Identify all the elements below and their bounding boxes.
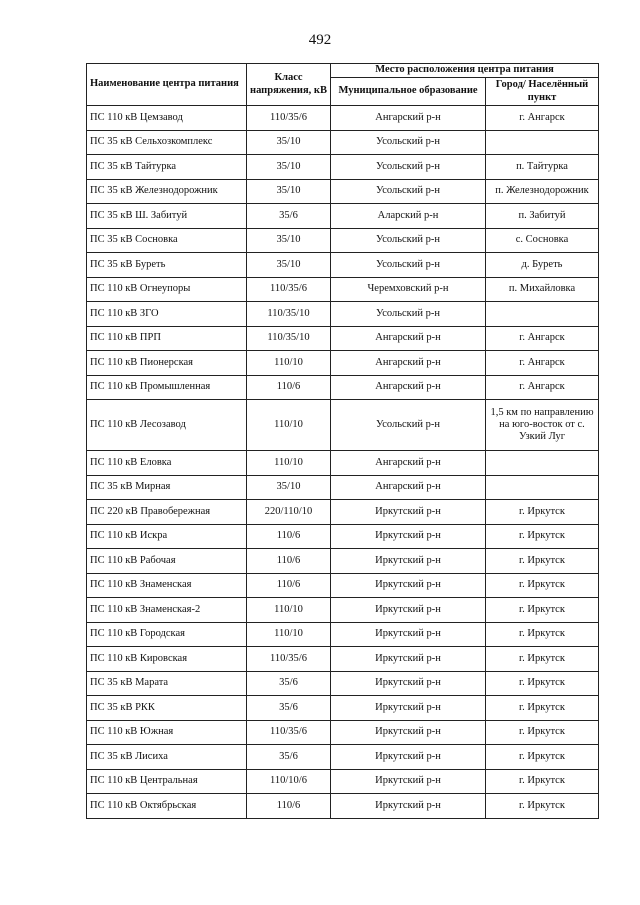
cell-city: г. Ангарск <box>486 351 599 376</box>
cell-name: ПС 110 кВ Промышленная <box>87 375 247 400</box>
cell-name: ПС 35 кВ Лисиха <box>87 745 247 770</box>
table-row <box>87 451 599 476</box>
cell-city: г. Иркутск <box>486 524 599 549</box>
cell-name: ПС 110 кВ Октябрьская <box>87 794 247 819</box>
table-row <box>87 622 599 647</box>
table-row <box>87 647 599 672</box>
cell-municipality: Иркутский р-н <box>331 720 486 745</box>
cell-name: ПС 35 кВ Марата <box>87 671 247 696</box>
cell-municipality: Черемховский р-н <box>331 277 486 302</box>
cell-municipality: Усольский р-н <box>331 179 486 204</box>
cell-voltage: 110/35/6 <box>247 720 331 745</box>
table-row <box>87 475 599 500</box>
table-row <box>87 400 599 451</box>
cell-city: г. Ангарск <box>486 106 599 131</box>
table-row <box>87 745 599 770</box>
cell-name: ПС 35 кВ Мирная <box>87 475 247 500</box>
cell-city: с. Сосновка <box>486 228 599 253</box>
cell-municipality: Иркутский р-н <box>331 794 486 819</box>
cell-voltage: 110/35/6 <box>247 106 331 131</box>
table-row <box>87 696 599 721</box>
cell-city: г. Иркутск <box>486 720 599 745</box>
table-body <box>87 106 599 819</box>
table-row <box>87 549 599 574</box>
cell-voltage: 110/10 <box>247 351 331 376</box>
table-row <box>87 500 599 525</box>
cell-city: п. Тайтурка <box>486 155 599 180</box>
cell-city <box>486 302 599 327</box>
page-number: 492 <box>308 32 332 48</box>
cell-voltage: 110/10 <box>247 598 331 623</box>
cell-name: ПС 35 кВ Ш. Забитуй <box>87 204 247 229</box>
cell-name: ПС 110 кВ Пионерская <box>87 351 247 376</box>
cell-city: г. Иркутск <box>486 500 599 525</box>
cell-voltage: 35/6 <box>247 204 331 229</box>
table-row <box>87 302 599 327</box>
cell-municipality: Иркутский р-н <box>331 745 486 770</box>
header-name: Наименование центра питания <box>87 64 247 106</box>
table-row <box>87 375 599 400</box>
cell-municipality: Иркутский р-н <box>331 598 486 623</box>
cell-municipality: Усольский р-н <box>331 253 486 278</box>
cell-city: г. Иркутск <box>486 745 599 770</box>
table-row <box>87 524 599 549</box>
cell-voltage: 110/10 <box>247 400 331 451</box>
header-municipality: Муниципальное образование <box>331 78 486 106</box>
cell-name: ПС 110 кВ Кировская <box>87 647 247 672</box>
table-row <box>87 671 599 696</box>
cell-voltage: 35/6 <box>247 671 331 696</box>
cell-city <box>486 475 599 500</box>
cell-municipality: Аларский р-н <box>331 204 486 229</box>
cell-name: ПС 35 кВ РКК <box>87 696 247 721</box>
cell-city: п. Михайловка <box>486 277 599 302</box>
cell-name: ПС 110 кВ Рабочая <box>87 549 247 574</box>
cell-name: ПС 110 кВ Цемзавод <box>87 106 247 131</box>
cell-city: п. Забитуй <box>486 204 599 229</box>
cell-municipality: Ангарский р-н <box>331 351 486 376</box>
cell-name: ПС 35 кВ Железнодорожник <box>87 179 247 204</box>
cell-municipality: Ангарский р-н <box>331 451 486 476</box>
cell-voltage: 220/110/10 <box>247 500 331 525</box>
cell-city: г. Иркутск <box>486 598 599 623</box>
cell-voltage: 35/10 <box>247 253 331 278</box>
cell-municipality: Иркутский р-н <box>331 524 486 549</box>
cell-municipality: Усольский р-н <box>331 302 486 327</box>
table-row <box>87 155 599 180</box>
cell-city <box>486 451 599 476</box>
cell-voltage: 110/35/6 <box>247 277 331 302</box>
cell-name: ПС 35 кВ Сосновка <box>87 228 247 253</box>
cell-city: г. Иркутск <box>486 549 599 574</box>
table-row <box>87 228 599 253</box>
cell-voltage: 35/10 <box>247 155 331 180</box>
cell-city: д. Буреть <box>486 253 599 278</box>
cell-city: г. Ангарск <box>486 326 599 351</box>
cell-voltage: 110/10 <box>247 451 331 476</box>
cell-city: 1,5 км по направлению на юго-восток от с. Узкий Луг <box>486 400 599 451</box>
cell-municipality: Ангарский р-н <box>331 475 486 500</box>
cell-city: г. Иркутск <box>486 647 599 672</box>
cell-voltage: 110/35/10 <box>247 326 331 351</box>
header-voltage: Класс напряжения, кВ <box>247 64 331 106</box>
table-row <box>87 794 599 819</box>
cell-name: ПС 110 кВ Южная <box>87 720 247 745</box>
cell-municipality: Усольский р-н <box>331 228 486 253</box>
cell-voltage: 110/10/6 <box>247 769 331 794</box>
cell-city: г. Иркутск <box>486 696 599 721</box>
table-row <box>87 720 599 745</box>
cell-voltage: 110/6 <box>247 794 331 819</box>
cell-city: г. Иркутск <box>486 622 599 647</box>
cell-voltage: 35/6 <box>247 745 331 770</box>
cell-name: ПС 110 кВ ПРП <box>87 326 247 351</box>
table-row <box>87 106 599 131</box>
cell-name: ПС 35 кВ Сельхозкомплекс <box>87 130 247 155</box>
cell-name: ПС 35 кВ Буреть <box>87 253 247 278</box>
cell-voltage: 35/10 <box>247 179 331 204</box>
cell-city: г. Иркутск <box>486 769 599 794</box>
cell-municipality: Иркутский р-н <box>331 696 486 721</box>
cell-municipality: Усольский р-н <box>331 400 486 451</box>
cell-municipality: Ангарский р-н <box>331 375 486 400</box>
cell-voltage: 110/6 <box>247 524 331 549</box>
cell-voltage: 110/35/10 <box>247 302 331 327</box>
cell-municipality: Иркутский р-н <box>331 647 486 672</box>
cell-city: г. Ангарск <box>486 375 599 400</box>
table-row <box>87 253 599 278</box>
cell-name: ПС 110 кВ Огнеупоры <box>87 277 247 302</box>
cell-voltage: 35/10 <box>247 475 331 500</box>
cell-name: ПС 110 кВ Знаменская <box>87 573 247 598</box>
cell-city <box>486 130 599 155</box>
cell-municipality: Иркутский р-н <box>331 500 486 525</box>
table-row <box>87 598 599 623</box>
cell-municipality: Усольский р-н <box>331 130 486 155</box>
table-header <box>87 64 599 106</box>
cell-voltage: 110/6 <box>247 549 331 574</box>
table-row <box>87 130 599 155</box>
cell-municipality: Иркутский р-н <box>331 549 486 574</box>
cell-name: ПС 110 кВ Еловка <box>87 451 247 476</box>
table-row <box>87 769 599 794</box>
cell-city: г. Иркутск <box>486 671 599 696</box>
cell-name: ПС 110 кВ Искра <box>87 524 247 549</box>
table-row <box>87 179 599 204</box>
cell-municipality: Иркутский р-н <box>331 769 486 794</box>
cell-voltage: 110/35/6 <box>247 647 331 672</box>
table-row <box>87 204 599 229</box>
cell-municipality: Ангарский р-н <box>331 106 486 131</box>
table-row <box>87 326 599 351</box>
cell-voltage: 110/6 <box>247 375 331 400</box>
header-location: Место расположения центра питания <box>331 64 599 78</box>
cell-voltage: 35/6 <box>247 696 331 721</box>
header-city: Город/ Населённый пункт <box>486 78 599 106</box>
cell-city: п. Железнодорожник <box>486 179 599 204</box>
cell-name: ПС 110 кВ Лесозавод <box>87 400 247 451</box>
table-row <box>87 351 599 376</box>
cell-name: ПС 110 кВ Городская <box>87 622 247 647</box>
power-centers-table <box>86 63 599 819</box>
cell-city: г. Иркутск <box>486 794 599 819</box>
cell-voltage: 35/10 <box>247 130 331 155</box>
cell-municipality: Иркутский р-н <box>331 573 486 598</box>
cell-name: ПС 220 кВ Правобережная <box>87 500 247 525</box>
cell-name: ПС 110 кВ Центральная <box>87 769 247 794</box>
cell-municipality: Ангарский р-н <box>331 326 486 351</box>
cell-name: ПС 35 кВ Тайтурка <box>87 155 247 180</box>
cell-name: ПС 110 кВ Знаменская-2 <box>87 598 247 623</box>
cell-voltage: 110/10 <box>247 622 331 647</box>
cell-municipality: Иркутский р-н <box>331 671 486 696</box>
cell-voltage: 110/6 <box>247 573 331 598</box>
cell-voltage: 35/10 <box>247 228 331 253</box>
cell-name: ПС 110 кВ ЗГО <box>87 302 247 327</box>
table-row <box>87 277 599 302</box>
cell-municipality: Иркутский р-н <box>331 622 486 647</box>
cell-municipality: Усольский р-н <box>331 155 486 180</box>
cell-city: г. Иркутск <box>486 573 599 598</box>
table-row <box>87 573 599 598</box>
